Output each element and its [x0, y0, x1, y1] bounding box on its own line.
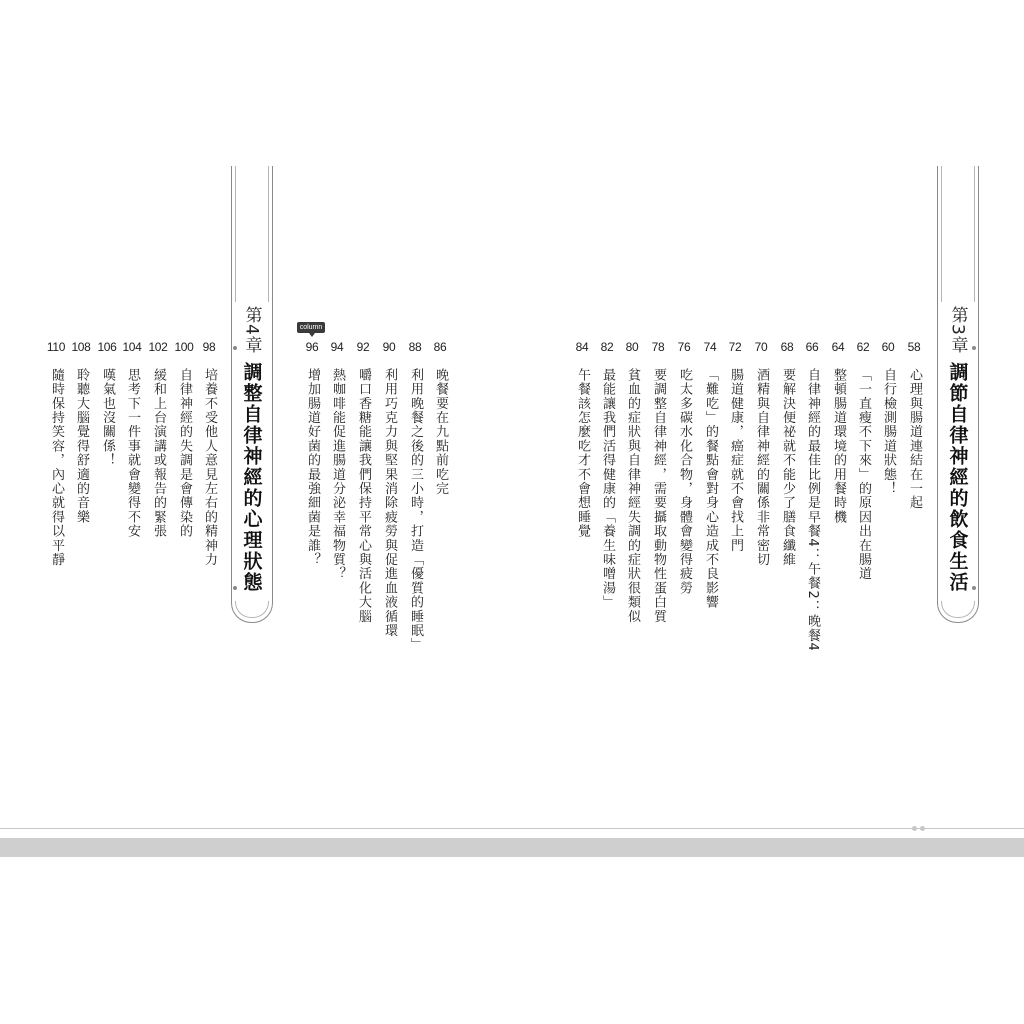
toc-entry[interactable]	[776, 340, 798, 567]
entry-title: 貧血的症狀與自律神經失調的症狀很類似	[625, 368, 640, 624]
toc-entry[interactable]	[121, 340, 143, 538]
toc-entry[interactable]	[852, 340, 874, 581]
page-number: 100	[174, 340, 194, 354]
entry-title: 最能讓我們活得健康的「養生味噌湯」	[600, 368, 615, 610]
divider-dots	[912, 826, 925, 831]
page-number: 74	[703, 340, 717, 354]
page-number: 72	[728, 340, 742, 354]
toc-entry[interactable]	[621, 340, 643, 624]
page-number: 82	[600, 340, 614, 354]
frame-ornament-dot	[233, 346, 237, 350]
page-number: 78	[651, 340, 665, 354]
toc-entry[interactable]	[70, 340, 92, 524]
toc-entry[interactable]	[96, 340, 118, 467]
chapter-3-number: 第3章	[947, 306, 968, 354]
entry-title: 酒精與自律神經的關係非常密切	[754, 368, 769, 567]
toc-entry[interactable]	[903, 340, 925, 510]
entry-title: 聆聽大腦覺得舒適的音樂	[74, 368, 89, 525]
toc-entry[interactable]	[378, 340, 400, 638]
toc-entry[interactable]	[699, 340, 721, 609]
page-number: 84	[575, 340, 589, 354]
chapter-4-frame	[231, 166, 273, 623]
page-number: 88	[408, 340, 422, 354]
toc-entry[interactable]	[827, 340, 849, 524]
page-number: 68	[780, 340, 794, 354]
entry-title: 要解決便祕就不能少了膳食纖維	[780, 368, 795, 567]
toc-entry[interactable]	[352, 340, 374, 624]
page-number: 86	[433, 340, 447, 354]
page-number: 76	[677, 340, 691, 354]
page-number: 70	[754, 340, 768, 354]
toc-entry[interactable]	[596, 340, 618, 609]
entry-title: 要調整自律神經，需要攝取動物性蛋白質	[651, 368, 666, 624]
page-number: 92	[356, 340, 370, 354]
bottom-divider-line	[0, 828, 1024, 829]
entry-title: 自律神經的最佳比例是早餐4：午餐2：晚餐4	[805, 368, 820, 653]
toc-entry[interactable]	[724, 340, 746, 553]
bottom-gray-band	[0, 838, 1024, 857]
entry-title: 「一直瘦不下來」的原因出在腸道	[856, 368, 871, 581]
chapter-3-frame	[937, 166, 979, 623]
page-number: 62	[856, 340, 870, 354]
toc-entry[interactable]	[147, 340, 169, 538]
chapter-4-number: 第4章	[241, 306, 262, 354]
entry-title: 整頓腸道環境的用餐時機	[831, 368, 846, 525]
page-number: 80	[625, 340, 639, 354]
page-number: 60	[881, 340, 895, 354]
toc-entry[interactable]	[750, 340, 772, 567]
page-number: 104	[122, 340, 142, 354]
toc-entry[interactable]	[673, 340, 695, 595]
entry-title: 自律神經的失調是會傳染的	[177, 368, 192, 539]
frame-ornament-dot	[972, 346, 976, 350]
frame-ornament-dot	[233, 586, 237, 590]
toc-entry[interactable]	[198, 340, 220, 567]
page-number: 90	[382, 340, 396, 354]
toc-entry[interactable]	[45, 340, 67, 567]
page-number: 58	[907, 340, 921, 354]
entry-title: 自行檢測腸道狀態！	[881, 368, 896, 496]
entry-title: 隨時保持笑容，內心就得以平靜	[49, 368, 64, 567]
entry-title: 利用巧克力與堅果消除疲勞與促進血液循環	[382, 368, 397, 638]
column-tag: column	[297, 322, 325, 333]
entry-title: 腸道健康，癌症就不會找上門	[728, 368, 743, 553]
entry-title: 吃太多碳水化合物，身體會變得疲勞	[677, 368, 692, 596]
entry-title: 嚼口香糖能讓我們保持平常心與活化大腦	[356, 368, 371, 624]
entry-title: 熱咖啡能促進腸道分泌幸福物質？	[330, 368, 345, 581]
page-number: 98	[202, 340, 216, 354]
chapter-3-title: 調節自律神經的飲食生活	[946, 361, 969, 593]
page-number: 110	[46, 340, 66, 354]
page-number: 96	[305, 340, 319, 354]
entry-title: 晚餐要在九點前吃完	[433, 368, 448, 496]
toc-entry[interactable]	[404, 340, 426, 652]
frame-ornament-dot	[972, 586, 976, 590]
entry-title: 午餐該怎麼吃才不會想睡覺	[575, 368, 590, 539]
page-number: 66	[805, 340, 819, 354]
toc-entry[interactable]	[429, 340, 451, 496]
page-number: 108	[71, 340, 91, 354]
entry-title: 緩和上台演講或報告的緊張	[151, 368, 166, 539]
entry-title: 心理與腸道連結在一起	[907, 368, 922, 510]
page-number: 106	[97, 340, 117, 354]
toc-entry[interactable]	[326, 340, 348, 581]
entry-title: 嘆氣也沒關係！	[100, 368, 115, 468]
entry-title: 培養不受他人意見左右的精神力	[202, 368, 217, 567]
toc-entry[interactable]	[801, 340, 823, 652]
page-number: 94	[330, 340, 344, 354]
chapter-4-heading	[232, 302, 272, 601]
entry-title: 利用晚餐之後的三小時，打造「優質的睡眠」	[408, 368, 423, 652]
toc-entry[interactable]	[571, 340, 593, 538]
page-number: 64	[831, 340, 845, 354]
entry-title: 增加腸道好菌的最強細菌是誰？	[305, 368, 320, 567]
toc-entry[interactable]	[647, 340, 669, 624]
toc-entry[interactable]	[301, 340, 323, 567]
toc-entry[interactable]	[877, 340, 899, 496]
entry-title: 思考下一件事就會變得不安	[125, 368, 140, 539]
entry-title: 「難吃」的餐點會對身心造成不良影響	[703, 368, 718, 610]
page-number: 102	[148, 340, 168, 354]
toc-entry[interactable]	[173, 340, 195, 538]
chapter-4-title: 調整自律神經的心理狀態	[240, 361, 263, 593]
